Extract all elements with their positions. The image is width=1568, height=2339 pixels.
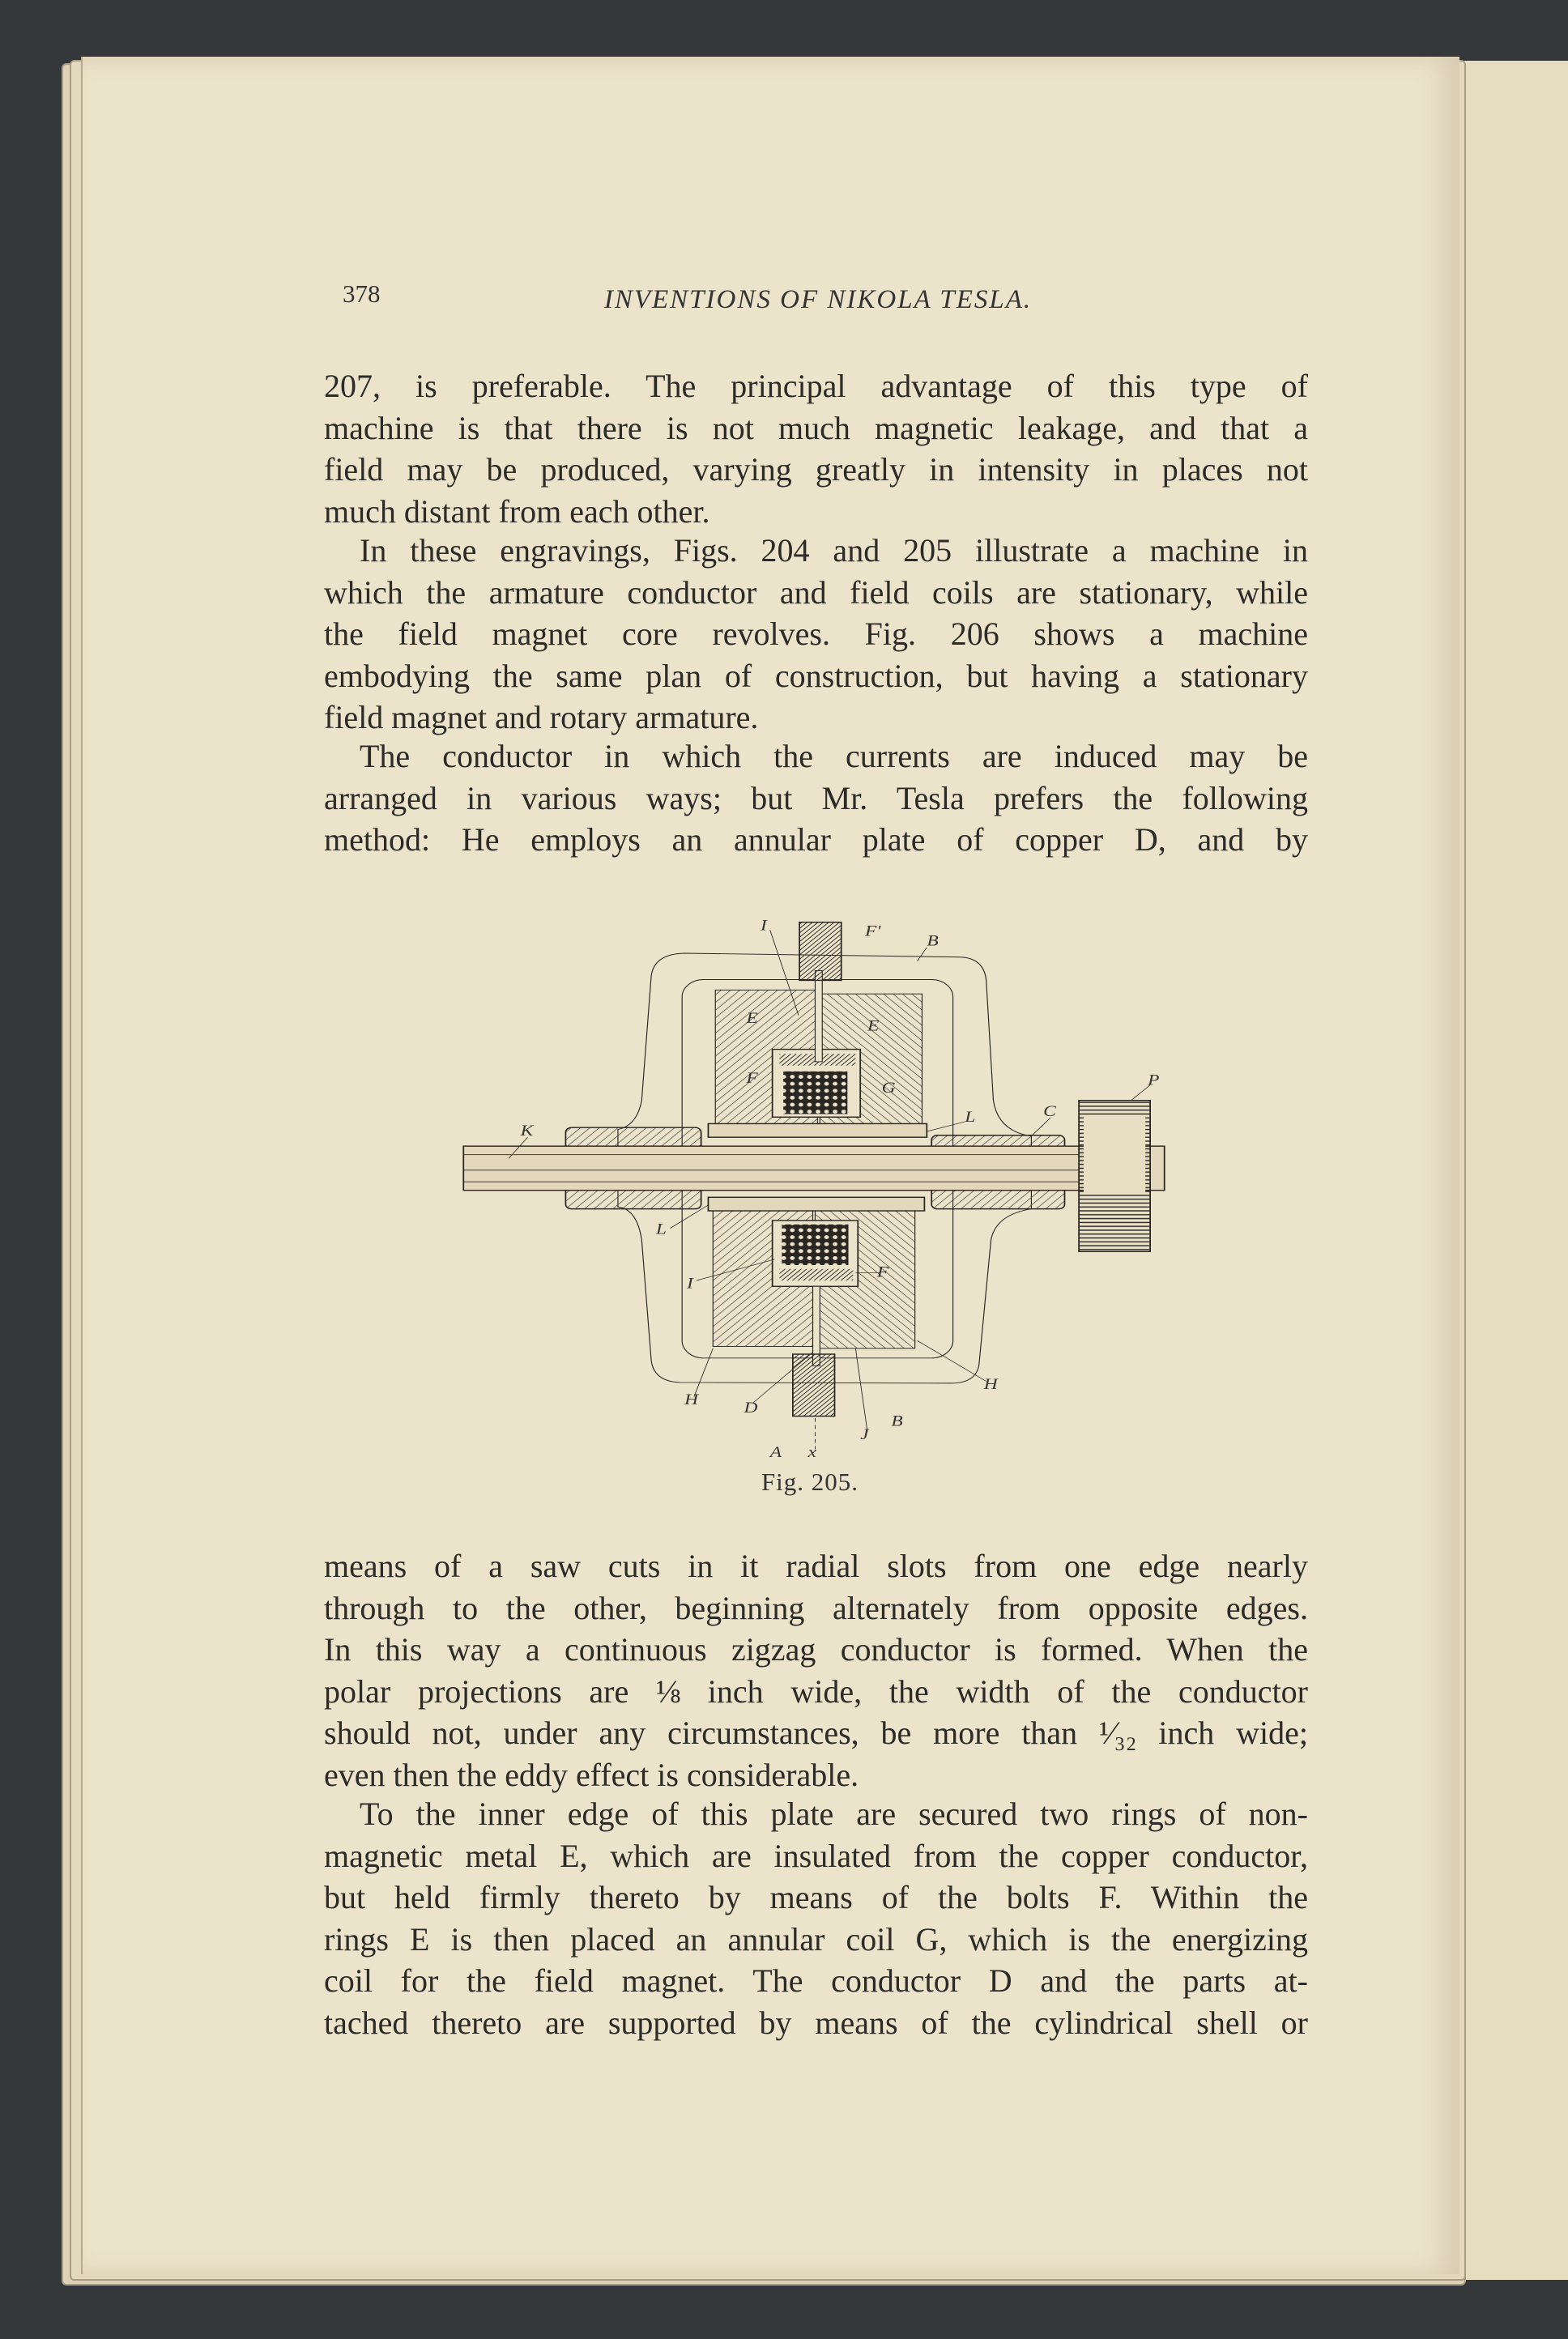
text-line: 207, is preferable. The principal advantage of this type of <box>324 368 1308 404</box>
label-F-bottom: F <box>876 1263 889 1280</box>
bolt-l-upper <box>708 1123 927 1137</box>
label-D: D <box>744 1398 758 1417</box>
text-line: rings E is then placed an annular coil G, which is the energizing <box>324 1920 1308 1958</box>
text-line: The conductor in which the currents are induced may be <box>360 738 1308 774</box>
text-line: arranged in various ways; but Mr. Tesla prefers the following <box>324 779 1308 816</box>
text-line: method: He employs an annular plate of copper D, and by <box>324 821 1308 858</box>
label-F-prime: F' <box>865 922 881 939</box>
text-line: field may be produced, varying greatly in intensity in places not <box>324 451 1308 488</box>
figure-caption: Fig. 205. <box>761 1468 859 1496</box>
label-x: x <box>807 1442 817 1461</box>
text-line: magnetic metal E, which are insulated from the copper conductor, <box>324 1837 1308 1874</box>
label-B-bottom: B <box>891 1412 903 1429</box>
text-line: which the armature conductor and field coils are stationary, while <box>324 573 1308 611</box>
page-number: 378 <box>343 279 381 308</box>
label-H-left: H <box>684 1391 699 1408</box>
text-line: the field magnet core revolves. Fig. 206 shows a machine <box>324 616 1308 653</box>
text-line: coil for the field magnet. The conductor D and the parts at- <box>324 1962 1308 2000</box>
label-G: G <box>881 1079 896 1097</box>
label-L-right: L <box>965 1108 976 1126</box>
label-A: A <box>769 1442 782 1461</box>
upper-coil-g <box>783 1072 847 1114</box>
adjacent-page-edge <box>1450 61 1568 2280</box>
paragraph-2 <box>324 530 1308 739</box>
text-line: but held firmly thereto by means of the bolts F. Within the <box>324 1879 1308 1916</box>
text-line: embodying the same plan of construction, but having a stationary <box>324 657 1308 694</box>
label-E-left: E <box>746 1009 758 1027</box>
text-line: means of a saw cuts in it radial slots from one edge nearly <box>324 1548 1308 1584</box>
text-line: much distant from each other. <box>324 492 710 530</box>
running-title: INVENTIONS OF NIKOLA TESLA. <box>603 285 1033 314</box>
text-line: In these engravings, Figs. 204 and 205 illustrate a machine in <box>360 532 1308 569</box>
paragraph-3 <box>324 735 1308 861</box>
label-I-top: I <box>760 916 767 934</box>
text-line: even then the eddy effect is considerable. <box>324 1756 859 1793</box>
text-line: In this way a continuous zigzag conductor is formed. When the <box>324 1631 1308 1668</box>
text-line: To the inner edge of this plate are secured two rings of non- <box>360 1796 1308 1832</box>
paragraph-1 <box>324 365 1308 532</box>
bolt-l-lower <box>708 1197 924 1211</box>
paragraph-4 <box>324 1545 1308 1796</box>
label-L-left: L <box>655 1220 667 1238</box>
text-line: through to the other, beginning alternately from opposite edges. <box>324 1589 1308 1626</box>
label-P: P <box>1148 1071 1160 1089</box>
lower-coil-g <box>782 1225 848 1265</box>
label-B-top: B <box>927 931 939 949</box>
label-F-top: F <box>746 1069 758 1087</box>
text-line: tached thereto are supported by means of the cylindrical shell or <box>324 2004 1308 2041</box>
text-line: should not, under any circumstances, be more than ¹⁄₃₂ inch wide; <box>324 1715 1308 1752</box>
label-C: C <box>1043 1101 1056 1120</box>
label-I-bottom: I <box>687 1274 693 1293</box>
label-J: J <box>860 1425 869 1443</box>
paragraph-5 <box>324 1793 1308 2044</box>
text-line: polar projections are ⅛ inch wide, the width of the conductor <box>324 1672 1308 1710</box>
shaft-k <box>463 1146 1164 1191</box>
figure-205-dynamo-section <box>437 899 1182 1506</box>
upper-plate-slot <box>815 970 822 1061</box>
label-K: K <box>520 1121 534 1140</box>
lower-ring-e <box>779 1269 853 1280</box>
label-E-right: E <box>867 1016 880 1035</box>
text-line: machine is that there is not much magnetic leakage, and that a <box>324 409 1308 446</box>
text-line: field magnet and rotary armature. <box>324 699 759 736</box>
label-H-right: H <box>983 1375 998 1393</box>
top-bolt <box>799 922 842 981</box>
